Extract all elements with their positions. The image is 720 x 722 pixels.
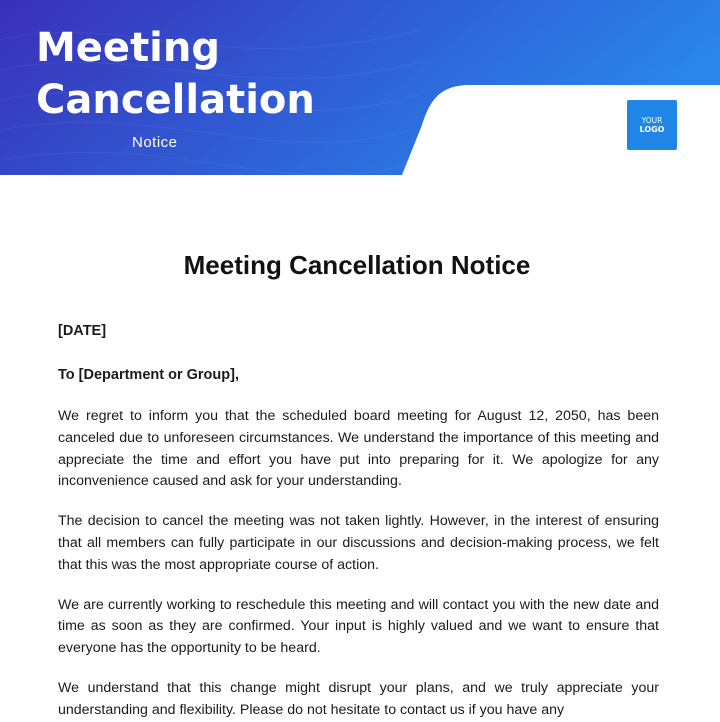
document-title: Meeting Cancellation Notice bbox=[183, 250, 531, 280]
paragraph: The decision to cancel the meeting was not taken lightly. However, in the interest of ensuring that all members can fully participate in our discussions and decision-making process, we felt that this was the most appropriate course of action. bbox=[58, 513, 659, 573]
logo-line2: LOGO bbox=[639, 125, 665, 134]
paragraph: We understand that this change might disrupt your plans, and we truly appreciate your understanding and flexibility. Please do not hesitate to contact us if you have any bbox=[58, 679, 659, 718]
logo-line1: YOUR bbox=[641, 116, 663, 125]
date-placeholder: [DATE] bbox=[58, 323, 107, 339]
banner-title bbox=[36, 22, 315, 126]
logo-placeholder bbox=[627, 100, 677, 150]
document-body bbox=[58, 320, 659, 722]
paragraph: We regret to inform you that the scheduled board meeting for August 12, 2050, has been canceled due to unforeseen circumstances. We understand the importance of this meeting and appreciate the time and effort you have put into preparing for it. We apologize for any inconvenience caused and ask for your understanding. bbox=[58, 408, 659, 490]
banner-title-line1: Meeting bbox=[36, 25, 221, 71]
salutation: To [Department or Group], bbox=[58, 367, 239, 383]
banner-title-line2: Cancellation bbox=[36, 77, 315, 123]
paragraph: We are currently working to reschedule this meeting and will contact you with the new date and time as soon as they are confirmed. Your input is highly valued and we want to ensure that everyone has the opportunity to be heard. bbox=[58, 596, 659, 657]
header-banner bbox=[0, 0, 720, 175]
banner-subtitle: Notice bbox=[132, 134, 178, 151]
